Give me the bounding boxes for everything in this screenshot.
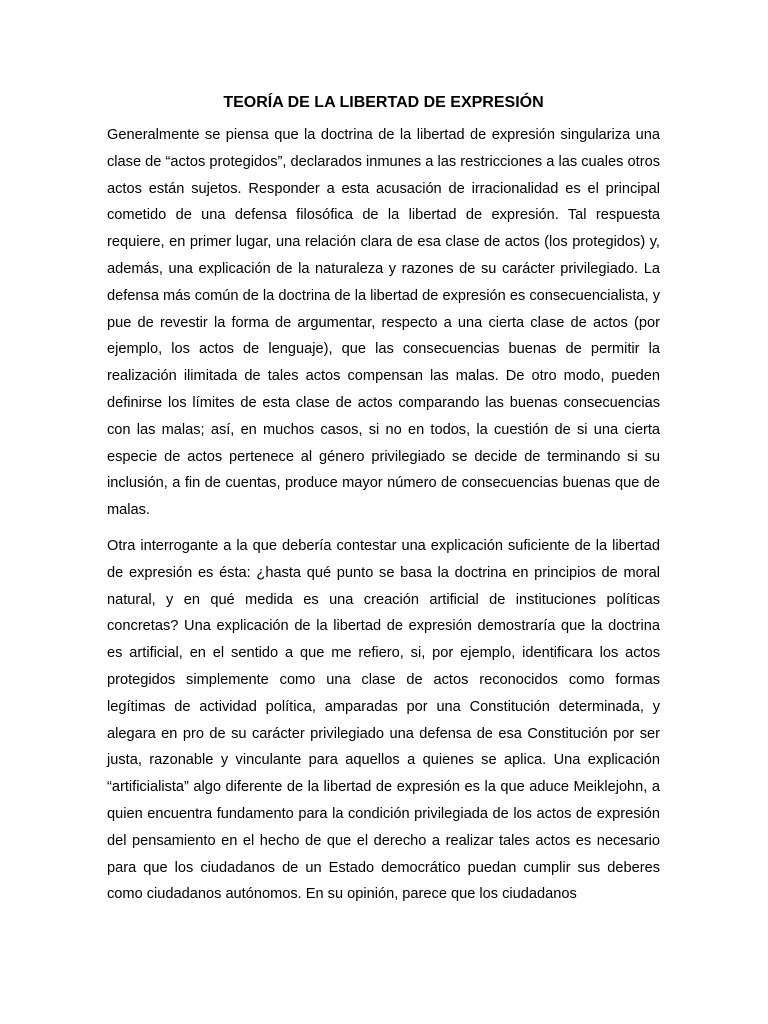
page-title: TEORÍA DE LA LIBERTAD DE EXPRESIÓN xyxy=(223,94,544,111)
paragraph-1: Generalmente se piensa que la doctrina de la libertad de expresión singulariza una clase de “actos protegidos”, declarados inmunes a las restricciones a las cuales otros actos están sujetos. Responder a esta acusación de irracionalidad es el principal cometido de una defensa filosófica de la libertad de expresión. Tal respuesta requiere, en primer lugar, una relación clara de esa clase de actos (los protegidos) y, además, una explicación de la naturaleza y razones de su carácter privilegiado. La defensa más común de la doctrina de la libertad de expresión es consecuencialista, y pue de revestir la forma de argumentar, respecto a una cierta clase de actos (por ejemplo, los actos de lenguaje), que las consecuencias buenas de permitir la realización ilimitada de tales actos compensan las malas. De otro modo, pueden definirse los límites de esta clase de actos comparando las buenas consecuencias con las malas; así, en muchos casos, si no en todos, la cuestión de si una cierta especie de actos pertenece al género privilegiado se decide de terminando si su inclusión, a fin de cuentas, produce mayor número de consecuencias buenas que de malas. xyxy=(107,127,660,519)
document-body xyxy=(107,92,660,917)
paragraph-2: Otra interrogante a la que debería contestar una explicación suficiente de la libertad de expresión es ésta: ¿hasta qué punto se basa la doctrina en principios de moral natural, y en qué medida es una creación artificial de instituciones políticas concretas? Una explicación de la libertad de expresión demostraría que la doctrina es artificial, en el sentido a que me refiero, si, por ejemplo, identificara los actos protegidos simplemente como una clase de actos reconocidos como formas legítimas de actividad política, amparadas por una Constitución determinada, y alegara en pro de su carácter privilegiado una defensa de esa Constitución por ser justa, razonable y vinculante para aquellos a quienes se aplica. Una explicación “artificialista” algo diferente de la libertad de expresión es la que aduce Meiklejohn, a quien encuentra fundamento para la condición privilegiada de los actos de expresión del pensamiento en el hecho de que el derecho a realizar tales actos es necesario para que los ciudadanos de un Estado democrático puedan cumplir sus deberes como ciudadanos autónomos. En su opinión, parece que los ciudadanos xyxy=(107,537,660,903)
